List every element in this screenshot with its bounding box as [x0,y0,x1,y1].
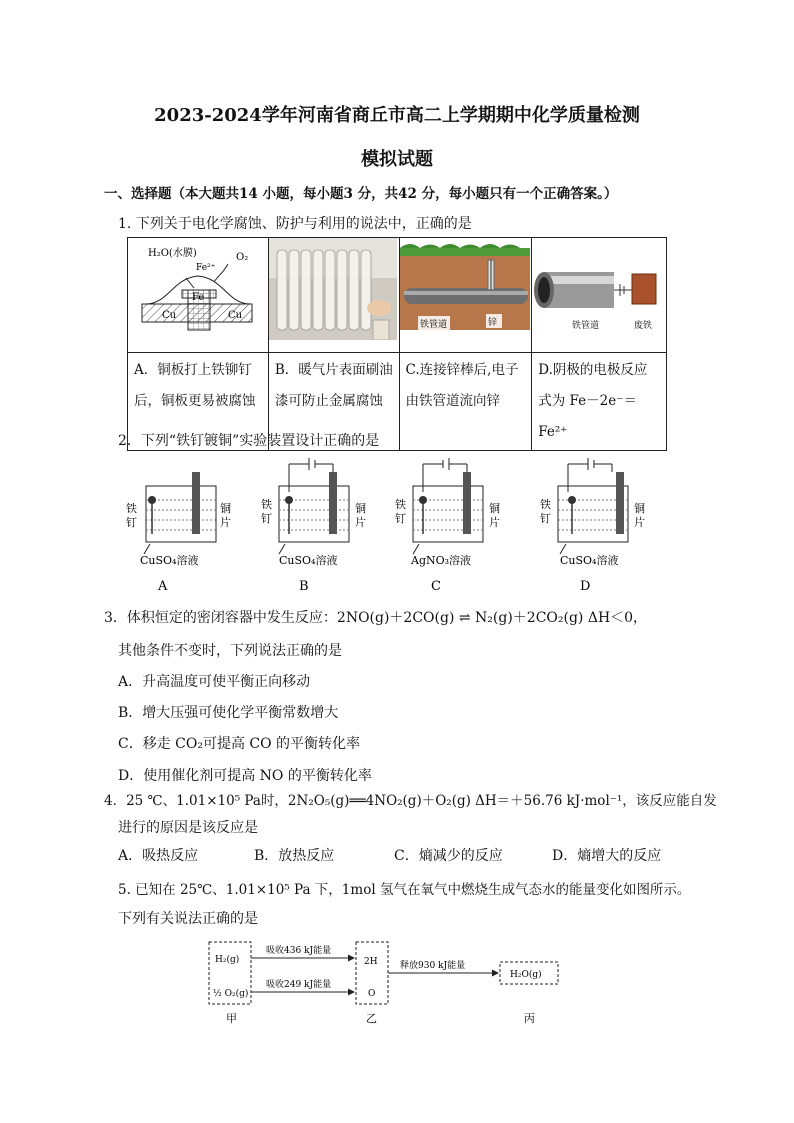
fig-a-label-fe: Fe [192,292,205,303]
fig-d-label-pipe: 铁管道 [572,321,600,331]
label-bing: 丙 [524,1012,535,1025]
q3-option-d[interactable]: D．使用催化剂可提高 NO 的平衡转化率 [118,768,372,784]
fig-a-label-cu-right: Cu [228,310,243,321]
svg-text:铜: 铜 [489,502,500,515]
fig-c-label-pipe: 铁管道 [419,320,447,330]
svg-text:铜: 铜 [220,502,231,515]
box-jia-o2: ½ O₂(g) [213,989,249,999]
q1-option-d[interactable]: D.阴极的电极反应 式为 Fe－2e⁻＝Fe²⁺ [532,353,667,451]
svg-text:片: 片 [220,516,231,529]
page-subtitle: 模拟试题 [361,149,433,170]
q4-option-d[interactable]: D．熵增大的反应 [552,848,662,864]
q3-stem-line2: 其他条件不变时，下列说法正确的是 [118,643,342,659]
apparatus-c-solution: AgNO₃溶液 [411,554,472,567]
fig-c-label-zinc: 锌 [487,318,497,328]
svg-text:铁: 铁 [261,498,272,511]
q4-option-a[interactable]: A．吸热反应 [118,848,199,864]
q1-figure-b [268,238,399,353]
svg-text:释放930 kJ能量: 释放930 kJ能量 [400,961,466,971]
q4-stem-line1: 4．25 ℃、1.01×10⁵ Pa时，2N₂O₅(g)══4NO₂(g)＋O₂(g) ΔH＝＋56.76 kJ·mol⁻¹，该反应能自发 [104,793,717,809]
q1-option-a[interactable]: A．铜板打上铁铆钉 后，铜板更易被腐蚀 [128,353,269,451]
label-jia: 甲 [226,1012,237,1025]
svg-text:钉: 钉 [395,512,406,525]
apparatus-a[interactable] [126,456,236,596]
q5-stem-line1: 5. 已知在 25℃、1.01×10⁵ Pa 下，1mol 氢气在氧气中燃烧生成气态水的能量变化如图所示。 [118,882,691,898]
svg-text:吸收436 kJ能量: 吸收436 kJ能量 [266,946,332,956]
box-bing-h2o: H₂O(g) [510,970,542,980]
q3-option-b[interactable]: B．增大压强可使化学平衡常数增大 [118,705,339,721]
svg-text:片: 片 [355,516,366,529]
q1-stem: 1. 下列关于电化学腐蚀、防护与利用的说法中，正确的是 [118,216,472,232]
svg-text:铁: 铁 [540,498,551,511]
box-jia-h2: H₂(g) [215,955,240,965]
apparatus-b[interactable] [259,456,371,596]
apparatus-a-solution: CuSO₄溶液 [140,554,199,567]
svg-text:铜: 铜 [355,502,366,515]
svg-text:铁: 铁 [395,498,406,511]
q1-option-c[interactable]: C.连接锌棒后,电子 由铁管道流向锌 [399,353,532,451]
apparatus-c-letter: C [431,579,441,594]
svg-text:铜: 铜 [634,502,645,515]
q3-stem-line1: 3．体积恒定的密闭容器中发生反应：2NO(g)＋2CO(g) ⇌ N₂(g)＋2CO₂(g) ΔH＜0， [104,610,648,626]
box-yi-o: O [368,989,376,999]
svg-text:铁: 铁 [126,502,137,515]
apparatus-b-letter: B [299,579,309,594]
q1-figure-a [128,238,269,353]
apparatus-a-letter: A [158,579,168,594]
label-yi: 乙 [366,1012,377,1025]
apparatus-b-solution: CuSO₄溶液 [279,554,338,567]
q4-option-c[interactable]: C．熵减少的反应 [394,848,503,864]
q4-stem-line2: 进行的原因是该反应是 [118,820,258,836]
fig-a-label-fe2: Fe²⁺ [196,263,216,273]
q1-figure-d [532,238,667,353]
svg-text:片: 片 [634,516,645,529]
svg-text:片: 片 [489,516,500,529]
fig-a-label-cu-left: Cu [162,310,177,321]
q1-figure-c [399,238,532,353]
q3-option-a[interactable]: A．升高温度可使平衡正向移动 [118,674,311,690]
apparatus-c[interactable] [393,456,505,596]
section-header: 一、选择题（本大题共14 小题，每小题3 分，共42 分，每小题只有一个正确答案。） [104,186,618,202]
page-title: 2023-2024学年河南省商丘市高二上学期期中化学质量检测 [154,105,640,126]
q5-stem-line2: 下列有关说法正确的是 [118,911,258,927]
box-yi-2h: 2H [364,957,378,967]
q4-option-b[interactable]: B．放热反应 [254,848,335,864]
apparatus-d[interactable] [538,456,650,596]
q1-option-b[interactable]: B．暖气片表面刷油 漆可防止金属腐蚀 [268,353,399,451]
energy-diagram [200,936,580,1028]
svg-text:钉: 钉 [126,516,137,529]
apparatus-d-letter: D [580,579,591,594]
fig-a-label-water: H₂O(水膜) [148,248,197,259]
svg-text:钉: 钉 [540,512,551,525]
svg-text:钉: 钉 [261,512,272,525]
q2-stem: 2．下列“铁钉镀铜”实验装置设计正确的是 [118,433,380,449]
apparatus-d-solution: CuSO₄溶液 [560,554,619,567]
svg-text:吸收249 kJ能量: 吸收249 kJ能量 [266,980,332,990]
q3-option-c[interactable]: C．移走 CO₂可提高 CO 的平衡转化率 [118,736,361,752]
fig-d-label-scrap-iron: 废铁 [634,321,653,331]
fig-a-label-o2: O₂ [236,252,249,263]
q1-table [127,237,667,451]
